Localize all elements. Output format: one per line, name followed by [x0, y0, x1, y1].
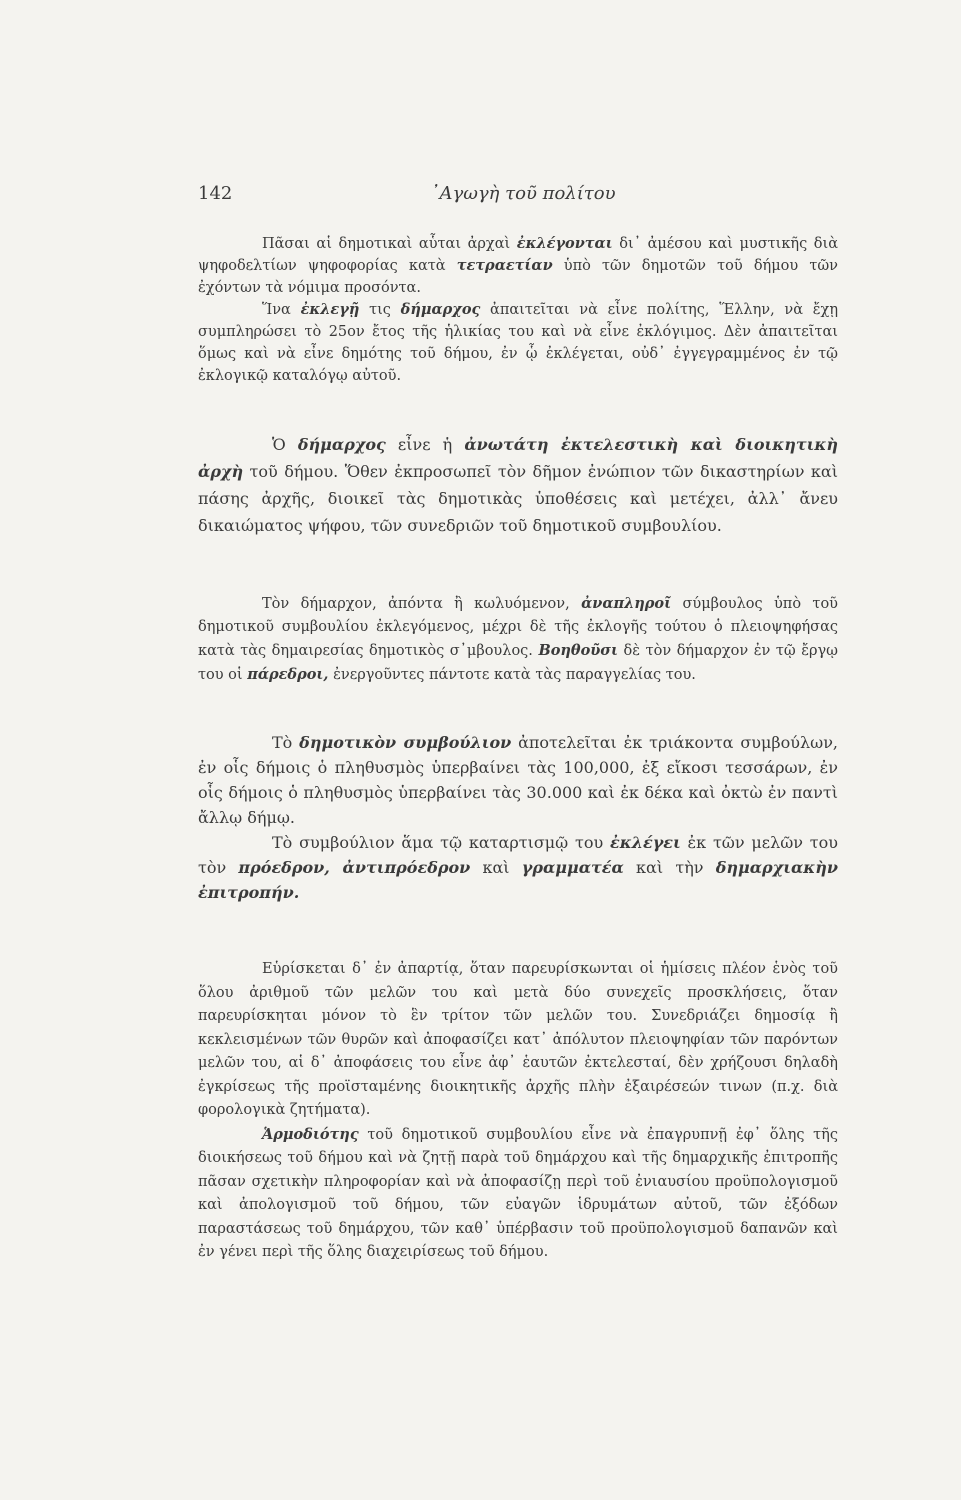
paragraph-substitute: Τὸν δήμαρχον, ἀπόντα ἢ κωλυόμενον, ἀναπληροῖ σύμβουλος ὑπὸ τοῦ δημοτικοῦ συμβουλίου ἐκλεγόμενος, μέχρι δὲ τῆς ἐκλογῆς τούτου ὁ πλειοψηφήσας κατὰ τὰς δημαιρεσίας δημοτικὸς σ᾿μβουλος. Βοηθοῦσι δὲ τὸν δήμαρχον ἐν τῷ ἔργῳ του οἱ πάρεδροι, ἐνεργοῦντες πάντοτε κατὰ τὰς παραγγελίας του. — [198, 595, 838, 683]
section-mayor-role — [198, 431, 838, 539]
paragraph-council-composition: Τὸ δημοτικὸν συμβούλιον ἀποτελεῖται ἐκ τριάκοντα συμβούλων, ἐν οἷς δήμοις ὁ πληθυσμὸς ὑπερβαίνει τὰς 100,000, ἐξ εἴκοσι τεσσάρων, ἐν οἷς δήμοις ὁ πληθυσμὸς ὑπερβαίνει τὰς 30.000 καὶ ἐκ δέκα καὶ ὀκτὼ ἐν παντὶ ἄλλῳ δήμῳ. — [198, 733, 839, 827]
paragraph-competence: Ἁρμοδιότης τοῦ δημοτικοῦ συμβουλίου εἶνε νὰ ἐπαγρυπνῇ ἐφ᾽ ὅλης τῆς διοικήσεως τοῦ δήμου καὶ νὰ ζητῇ παρὰ τοῦ δημάρχου καὶ τῆς δημαρχικῆς ἐπιτροπῆς πᾶσαν σχετικὴν πληροφορίαν καὶ νὰ ἀποφασίζῃ περὶ τοῦ ἐνιαυσίου προϋπολογισμοῦ καὶ ἀπολογισμοῦ τοῦ δήμου, τῶν εὐαγῶν ἱδρυμάτων αὐτοῦ, τῶν ἐξόδων παραστάσεως τοῦ δημάρχου, τῶν καθ᾽ ὑπέρβασιν τοῦ προϋπολογισμοῦ δαπανῶν καὶ ἐν γένει περὶ τῆς ὅλης διαχειρίσεως τοῦ δήμου. — [198, 1125, 838, 1260]
page-header — [198, 183, 848, 213]
paragraph-quorum: Εὑρίσκεται δ᾽ ἐν ἀπαρτίᾳ, ὅταν παρευρίσκωνται οἱ ἡμίσεις πλέον ἑνὸς τοῦ ὅλου ἀριθμοῦ τῶν μελῶν του καὶ μετὰ δύο συνεχεῖς προσκλήσεις, ὅταν παρευρίσκηται μόνον τὸ ἓν τρίτον τῶν μελῶν του. Συνεδριάζει δημοσίᾳ ἢ κεκλεισμένων τῶν θυρῶν καὶ ἀποφασίζει κατ᾽ ἀπόλυτον πλειοψηφίαν τῶν παρόντων μελῶν του, αἱ δ᾽ ἀποφάσεις του εἶνε ἀφ᾽ ἑαυτῶν ἐκτελεσταί, δὲν χρήζουσι δηλαδὴ ἐγκρίσεως τῆς προϊσταμένης διοικητικῆς ἀρχῆς πλὴν ἐξαιρέσεών τινων (π.χ. διὰ φορολογικὰ ζητήματα). — [198, 961, 838, 1118]
section-council-procedure — [198, 958, 838, 1265]
paragraph-mayor-authority: Ὁ δήμαρχος εἶνε ἡ ἀνωτάτη ἐκτελεστικὴ καὶ διοικητικὴ ἀρχὴ τοῦ δήμου. Ὅθεν ἐκπροσωπεῖ τὸν δῆμον ἐνώπιον τῶν δικαστηρίων καὶ πάσης ἀρχῆς, διοικεῖ τὰς δημοτικὰς ὑποθέσεις καὶ μετέχει, ἀλλ᾽ ἄνευ δικαιώματος ψήφου, τῶν συνεδριῶν τοῦ δημοτικοῦ συμβουλίου. — [198, 435, 838, 535]
running-title: ᾿Αγωγὴ τοῦ πολίτου — [430, 183, 616, 204]
paragraph-mayor-eligibility: Ἵνα ἐκλεγῇ τις δήμαρχος ἀπαιτεῖται νὰ εἶνε πολίτης, Ἕλλην, νὰ ἔχῃ συμπληρώσει τὸ 25ον ἔτος τῆς ἡλικίας του καὶ νὰ εἶνε ἐκλόγιμος. Δὲν ἀπαιτεῖται ὅμως καὶ νὰ εἶνε δημότης τοῦ δήμου, ἐν ᾧ ἐκλέγεται, οὐδ᾽ ἐγγεγραμμένος ἐν τῷ ἐκλογικῷ καταλόγῳ αὐτοῦ. — [198, 301, 839, 384]
section-council — [198, 730, 838, 905]
page-number: 142 — [198, 183, 233, 204]
section-mayor-substitute — [198, 592, 838, 687]
paragraph-election-method: Πᾶσαι αἱ δημοτικαὶ αὗται ἀρχαὶ ἐκλέγονται δι᾽ ἀμέσου καὶ μυστικῆς διὰ ψηφοδελτίων ψηφοφορίας κατὰ τετραετίαν ὑπὸ τῶν δημοτῶν τοῦ δήμου τῶν ἐχόντων τὰ νόμιμα προσόντα. — [198, 235, 838, 296]
section-election — [198, 233, 838, 387]
paragraph-council-officers: Τὸ συμβούλιον ἅμα τῷ καταρτισμῷ του ἐκλέγει ἐκ τῶν μελῶν του τὸν πρόεδρον, ἀντιπρόεδρον καὶ γραμματέα καὶ τὴν δημαρχιακὴν ἐπιτροπήν. — [198, 833, 838, 902]
